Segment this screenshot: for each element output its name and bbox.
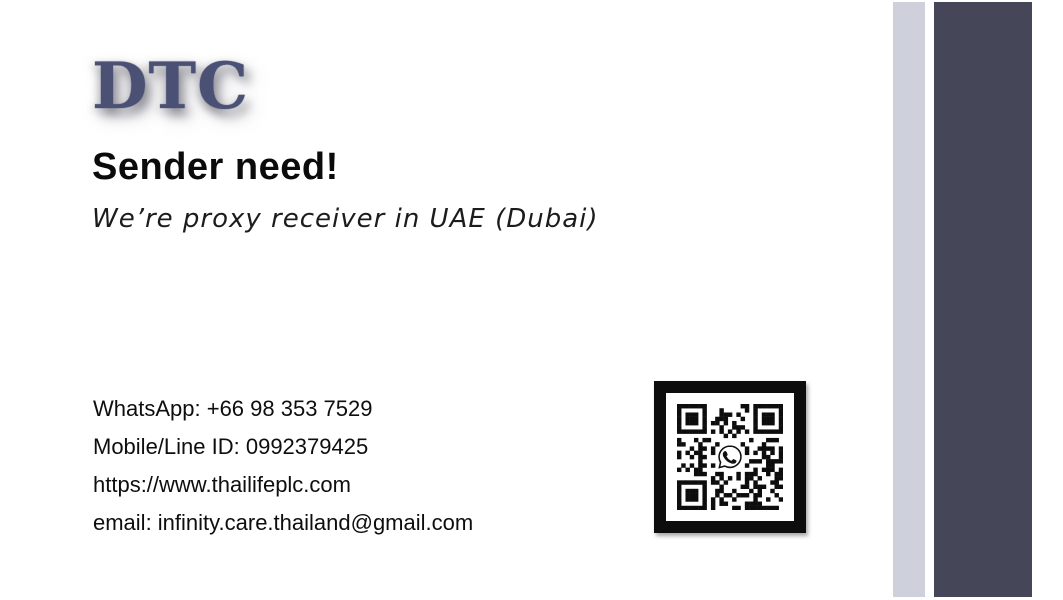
whatsapp-icon (715, 442, 745, 472)
contact-line-email: email: infinity.care.thailand@gmail.com (93, 510, 474, 535)
qr-pattern (677, 404, 783, 510)
headline: Sender need! (92, 146, 339, 188)
subtitle: We’re proxy receiver in UAE (Dubai) (92, 204, 599, 234)
contact-line-whatsapp: WhatsApp: +66 98 353 7529 (93, 396, 373, 421)
contact-line-mobile-line-id: Mobile/Line ID: 0992379425 (93, 434, 369, 459)
dtc-logo: DTC (92, 49, 250, 124)
contact-block (93, 390, 473, 542)
accent-bar-light (893, 2, 925, 597)
whatsapp-qr-code (654, 381, 806, 533)
accent-bar-dark (934, 2, 1032, 597)
contact-line-website: https://www.thailifeplc.com (93, 472, 351, 497)
